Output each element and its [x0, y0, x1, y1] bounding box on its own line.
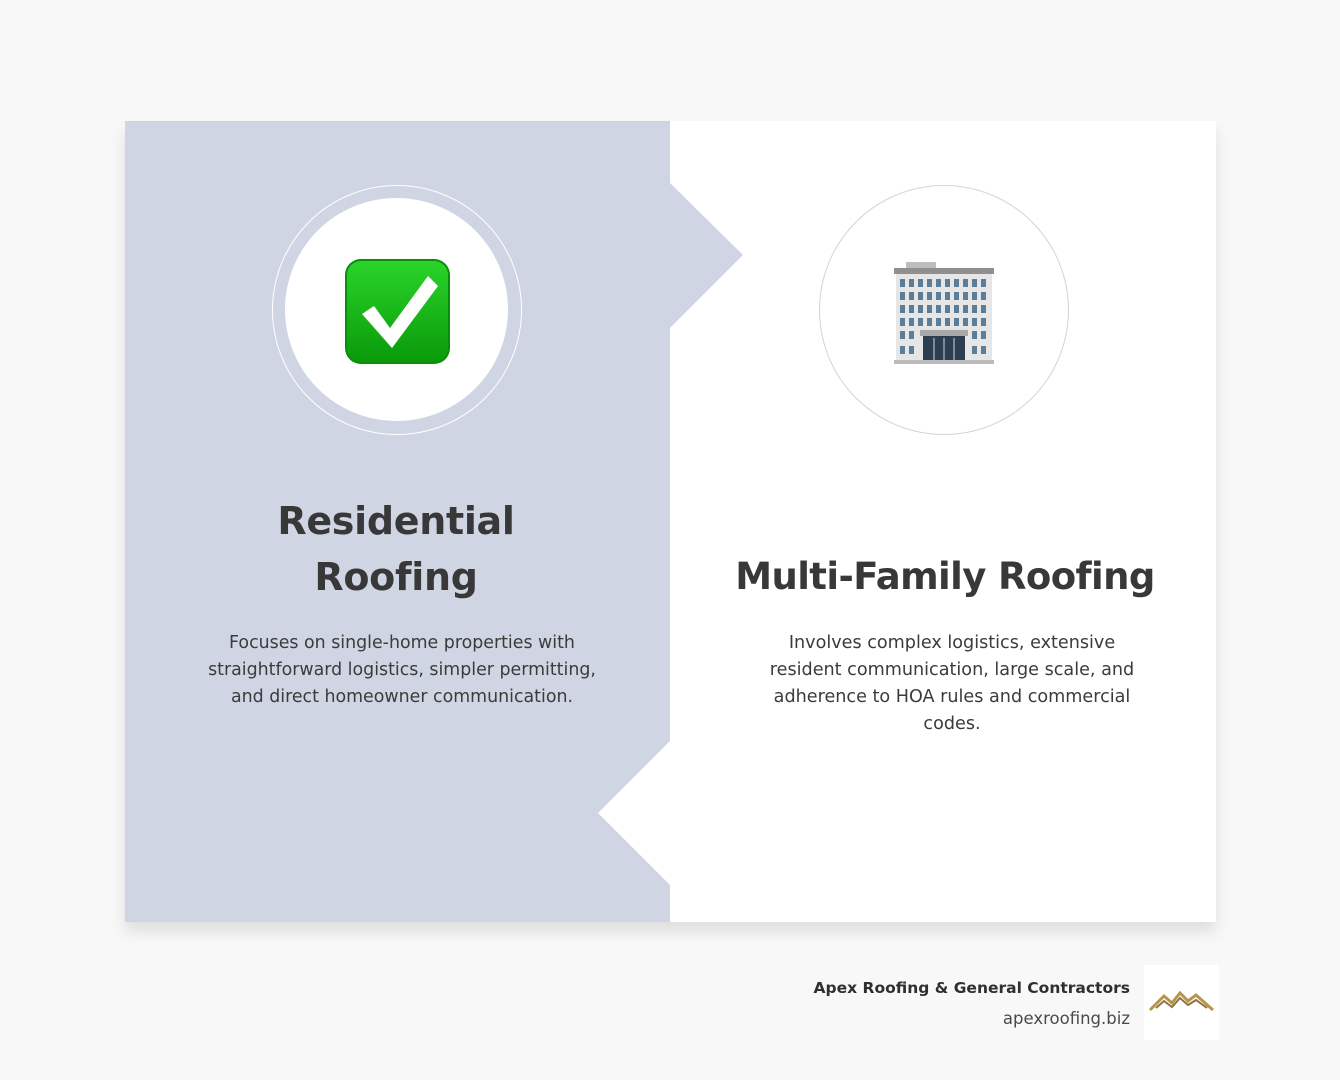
footer-company-info: [814, 977, 1130, 1030]
website-link[interactable]: apexroofing.biz: [1002, 1009, 1130, 1028]
multi-family-panel: [670, 121, 1216, 922]
comparison-card: [125, 121, 1216, 922]
multi-family-title: Multi-Family Roofing: [735, 555, 1155, 598]
check-mark-icon: [344, 258, 451, 365]
residential-description: Focuses on single-home properties with straightforward logistics, simpler permitting, and direct homeowner communication.: [208, 633, 596, 707]
residential-title: Residential Roofing: [277, 499, 515, 599]
company-name: Apex Roofing & General Contractors: [813, 979, 1130, 997]
office-building-icon: [892, 262, 996, 366]
roof-peaks-logo-icon: [1144, 965, 1219, 1040]
multi-family-description: Involves complex logistics, extensive resident communication, large scale, and adherence to HOA rules and commercial codes.: [769, 633, 1135, 734]
company-logo: [1144, 965, 1219, 1040]
residential-panel: [125, 121, 670, 922]
